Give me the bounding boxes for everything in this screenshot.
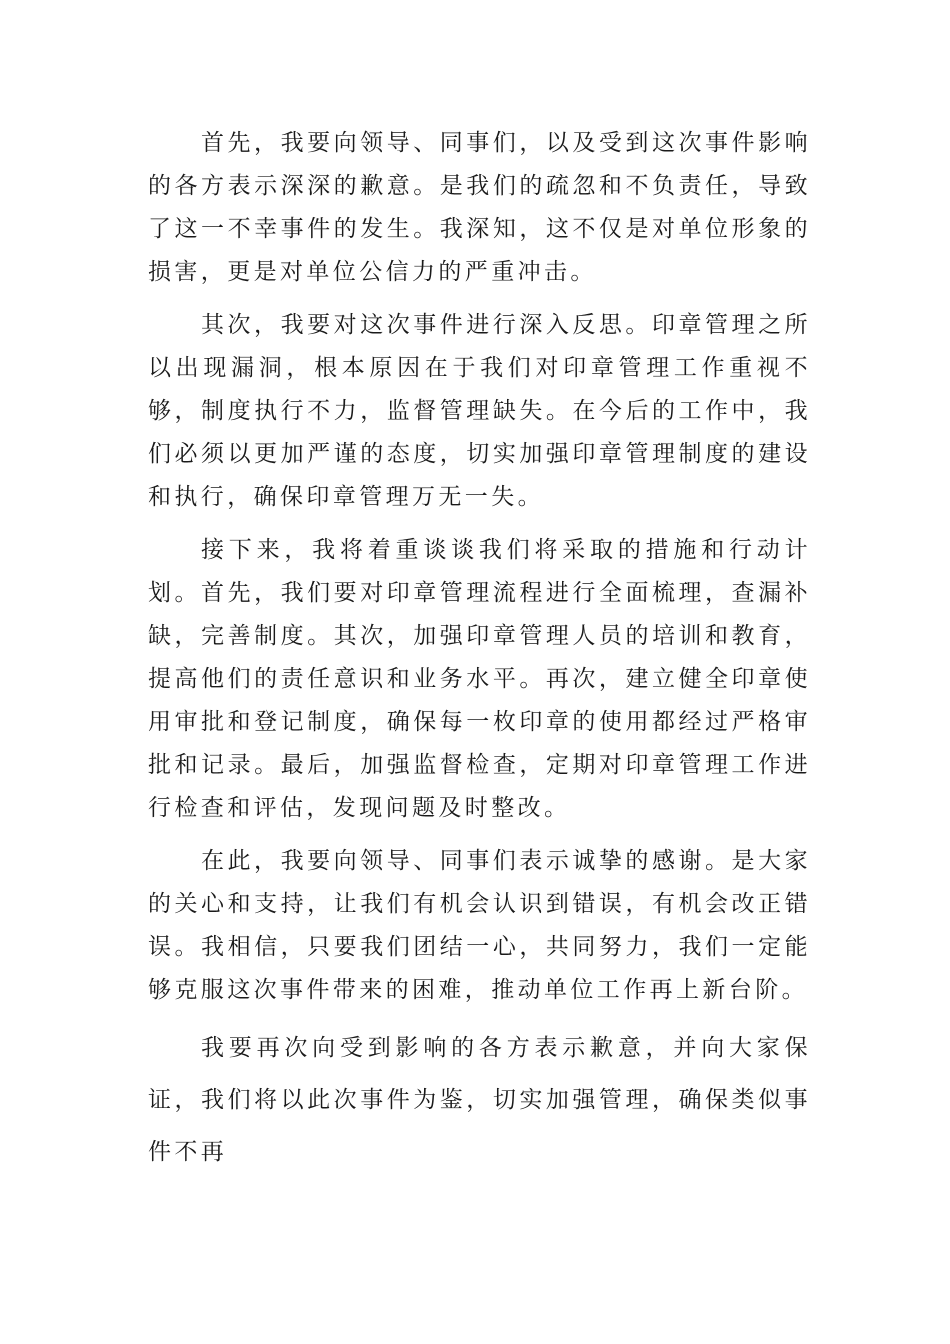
- paragraph-reflection: 其次，我要对这次事件进行深入反思。印章管理之所以出现漏洞，根本原因在于我们对印章管理工作重视不够，制度执行不力，监督管理缺失。在今后的工作中，我们必须以更加严谨的态度，切实加强印章管理制度的建设和执行，确保印章管理万无一失。: [148, 312, 811, 510]
- paragraph-thanks: 在此，我要向领导、同事们表示诚挚的感谢。是大家的关心和支持，让我们有机会认识到错误，有机会改正错误。我相信，只要我们团结一心，共同努力，我们一定能够克服这次事件带来的困难，推动单位工作再上新台阶。: [148, 848, 811, 1003]
- paragraph-apology: 首先，我要向领导、同事们，以及受到这次事件影响的各方表示深深的歉意。是我们的疏忽和不负责任，导致了这一不幸事件的发生。我深知，这不仅是对单位形象的损害，更是对单位公信力的严重冲击。: [148, 130, 811, 285]
- paragraph-closing: 我要再次向受到影响的各方表示歉意，并向大家保证，我们将以此次事件为鉴，切实加强管理，确保类似事件不再: [148, 1035, 811, 1165]
- paragraph-measures: 接下来，我将着重谈谈我们将采取的措施和行动计划。首先，我们要对印章管理流程进行全面梳理，查漏补缺，完善制度。其次，加强印章管理人员的培训和教育，提高他们的责任意识和业务水平。再次，建立健全印章使用审批和登记制度，确保每一枚印章的使用都经过严格审批和记录。最后，加强监督检查，定期对印章管理工作进行检查和评估，发现问题及时整改。: [148, 537, 811, 821]
- document-body: [148, 122, 811, 1188]
